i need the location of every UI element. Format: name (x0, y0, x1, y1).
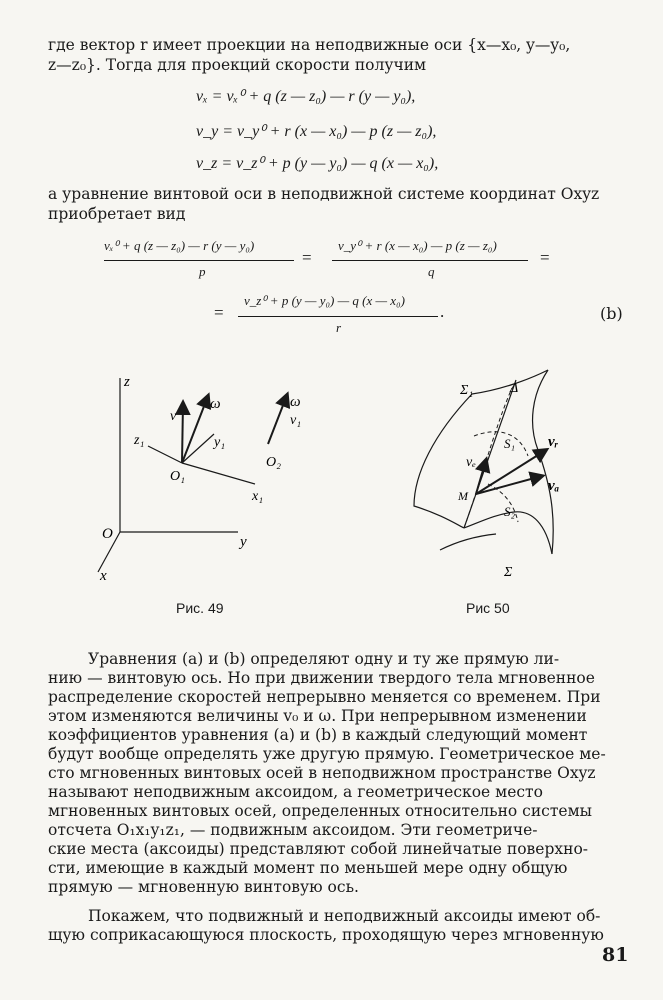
surface-sigma1-edge (414, 394, 472, 528)
label-omega-right: ω (290, 394, 301, 410)
fraction-3-numerator: v_z⁰ + p (y — y₀) — q (x — x₀) (244, 293, 405, 308)
label-z: z (124, 374, 130, 390)
velocity-equation-x: vₓ = vₓ⁰ + q (z — z₀) — r (y — y₀), (196, 88, 416, 105)
equals-sign-2: = (540, 248, 550, 267)
vector-va-arrow (476, 476, 542, 494)
velocity-equation-y: v_y = v_y⁰ + r (x — x₀) — p (z — z₀), (196, 123, 437, 140)
paragraph-1-line: прямую — мгновенную винтовую ось. (48, 878, 359, 896)
fraction-1-bar (104, 260, 294, 261)
label-O2: O₂ (266, 455, 281, 470)
fraction-2-denominator: q (428, 264, 435, 279)
label-x: x (100, 568, 107, 584)
label-sigma: Σ (504, 565, 513, 580)
velocity-equation-z: v_z = v_z⁰ + p (y — y₀) — q (x — x₀), (196, 155, 439, 172)
paragraph-1-line: сти, имеющие в каждый момент по меньшей мере одну общую (48, 859, 568, 877)
label-va: vₐ (548, 478, 560, 494)
paragraph-1-line: распределение скоростей непрерывно меняется со временем. При (48, 688, 601, 706)
surface-lower-curve (440, 534, 496, 550)
vector-v-arrow (182, 403, 183, 463)
paragraph-1-line: называют неподвижным аксоидом, а геометрическое место (48, 783, 543, 801)
label-omega: ω (210, 396, 221, 412)
fraction-1-denominator: p (199, 264, 206, 279)
label-sigma1: Σ₁ (460, 383, 474, 398)
fraction-2-numerator: v_y⁰ + r (x — x₀) — p (z — z₀) (338, 238, 497, 253)
paragraph-1 (48, 650, 622, 897)
axis-text-line-2: приобретает вид (48, 205, 186, 223)
paragraph-1-line: Уравнения (a) и (b) определяют одну и ту же прямую ли- (88, 650, 560, 668)
label-delta: Δ (510, 381, 519, 396)
vector-omega-arrow (182, 396, 208, 463)
intro-line-1: где вектор r имеет проекции на неподвижные оси {x—x₀, y—y₀, (48, 36, 571, 54)
figure-49-diagram (90, 366, 310, 586)
equals-sign-1: = (302, 248, 312, 267)
label-y: y (240, 534, 247, 550)
fraction-2-bar (332, 260, 528, 261)
fraction-3-denominator: r (336, 320, 342, 335)
label-s2: S₂ (504, 504, 516, 519)
axis-z1-line (148, 446, 182, 463)
figure-50-diagram (400, 364, 590, 586)
label-z1: z₁ (134, 433, 145, 448)
label-s1: S₁ (504, 436, 516, 451)
vector-vr-arrow (476, 450, 546, 494)
label-M: M (458, 489, 468, 503)
label-ve: vₑ (466, 455, 476, 470)
paragraph-2 (48, 907, 622, 945)
label-O1: O₁ (170, 469, 185, 484)
paragraph-1-line: мгновенных винтовых осей, определенных относительно системы (48, 802, 592, 820)
paragraph-1-line: отсчета O₁x₁y₁z₁, — подвижным аксоидом. Эти геометриче- (48, 821, 538, 839)
intro-line-2: z—z₀}. Тогда для проекций скорости получим (48, 56, 427, 74)
paragraph-1-line: этом изменяются величины v₀ и ω. При непрерывном изменении (48, 707, 587, 725)
paragraph-1-line: коэффициентов уравнения (a) и (b) в каждый следующий момент (48, 726, 588, 744)
label-vr: vᵣ (548, 434, 559, 450)
paragraph-1-line: сто мгновенных винтовых осей в неподвижном пространстве Oxyz (48, 764, 596, 782)
label-O: O (102, 526, 113, 542)
equation-tag-b: (b) (600, 304, 623, 323)
paragraph-1-line: нию — винтовую ось. Но при движении твердого тела мгновенное (48, 669, 595, 687)
figure-50-caption: Рис 50 (466, 600, 510, 616)
vector-v1-arrow (268, 395, 287, 444)
axis-x1-line (182, 463, 255, 484)
axis-text-line-1: а уравнение винтовой оси в неподвижной системе координат Oxyz (48, 185, 600, 203)
figure-49-caption: Рис. 49 (176, 600, 224, 616)
label-y1: y₁ (214, 435, 226, 450)
page-number: 81 (602, 944, 629, 966)
surface-sigma-right-edge (533, 370, 554, 554)
paragraph-1-line: ские места (аксоиды) представляют собой линейчатые поверхно- (48, 840, 589, 858)
fraction-1-numerator: vₓ⁰ + q (z — z₀) — r (y — y₀) (104, 238, 255, 253)
label-x1: x₁ (252, 489, 264, 504)
paragraph-2-line: Покажем, что подвижный и неподвижный аксоиды имеют об- (88, 907, 601, 925)
paragraph-2-line: щую соприкасающуюся плоскость, проходящую через мгновенную (48, 926, 604, 944)
period: . (440, 302, 445, 321)
label-v1: v₁ (290, 413, 302, 428)
curve-s1-dashed (474, 432, 528, 456)
fraction-3-bar (238, 316, 438, 317)
equals-sign-3: = (214, 303, 224, 322)
paragraph-1-line: будут вообще определять уже другую прямую. Геометрическое ме- (48, 745, 606, 763)
label-v: v (170, 409, 177, 424)
